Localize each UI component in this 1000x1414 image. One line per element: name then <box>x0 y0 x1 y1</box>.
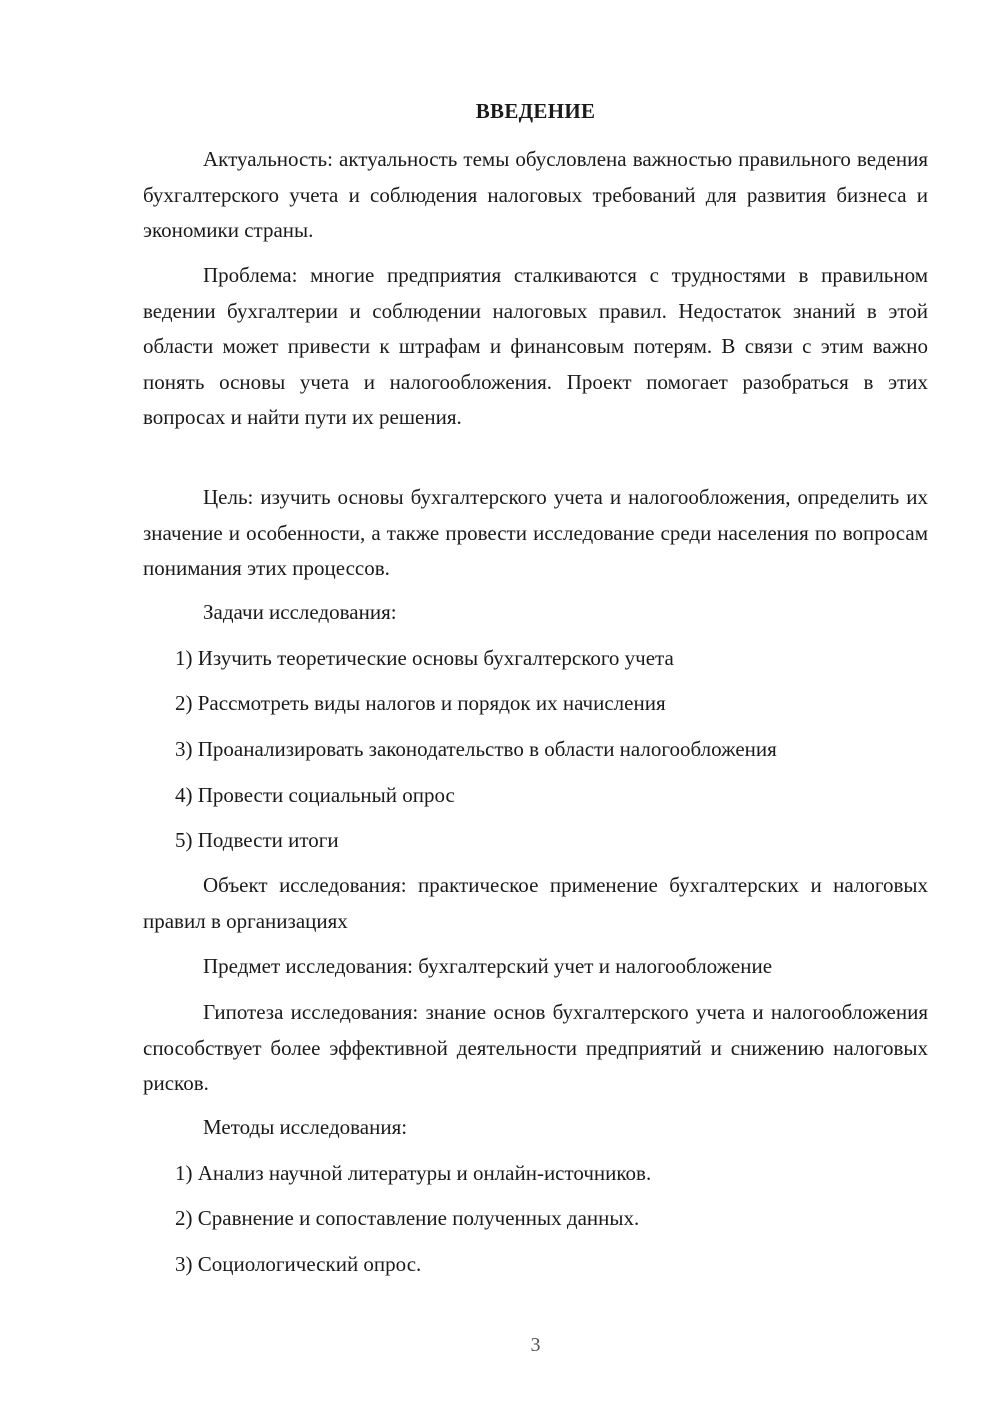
task-item: 1) Изучить теоретические основы бухгалтерского учета <box>175 646 674 670</box>
methods-heading: Методы исследования: <box>203 1115 408 1139</box>
paragraph-goal: Цель: изучить основы бухгалтерского учета и налогообложения, определить их значение и особенности, а также провести исследование среди населения по вопросам понимания этих процессов. <box>143 485 928 580</box>
method-item: 2) Сравнение и сопоставление полученных данных. <box>175 1206 640 1230</box>
task-item: 4) Провести социальный опрос <box>175 783 455 807</box>
method-item: 3) Социологический опрос. <box>175 1252 422 1276</box>
tasks-heading: Задачи исследования: <box>203 600 397 624</box>
paragraph-relevance: Актуальность: актуальность темы обусловлена важностью правильного ведения бухгалтерского учета и соблюдения налоговых требований для развития бизнеса и экономики страны. <box>143 147 928 242</box>
paragraph-object: Объект исследования: практическое применение бухгалтерских и налоговых правил в организациях <box>143 873 928 933</box>
paragraph-problem: Проблема: многие предприятия сталкиваются с трудностями в правильном ведении бухгалтерии и соблюдении налоговых правил. Недостаток знаний в этой области может привести к штрафам и финансовым потерям. В связи с этим важно понять основы учета и налогообложения. Проект помогает разобраться в этих вопросах и найти пути их решения. <box>143 263 928 429</box>
paragraph-subject: Предмет исследования: бухгалтерский учет и налогообложение <box>203 954 773 978</box>
document-page <box>143 0 928 1414</box>
page-title: ВВЕДЕНИЕ <box>475 99 596 123</box>
paragraph-hypothesis: Гипотеза исследования: знание основ бухгалтерского учета и налогообложения способствует более эффективной деятельности предприятий и снижению налоговых рисков. <box>143 1000 928 1095</box>
page-number: 3 <box>530 1334 541 1356</box>
task-item: 5) Подвести итоги <box>175 828 339 852</box>
task-item: 2) Рассмотреть виды налогов и порядок их начисления <box>175 691 666 715</box>
task-item: 3) Проанализировать законодательство в области налогообложения <box>175 737 777 761</box>
method-item: 1) Анализ научной литературы и онлайн-источников. <box>175 1161 652 1185</box>
